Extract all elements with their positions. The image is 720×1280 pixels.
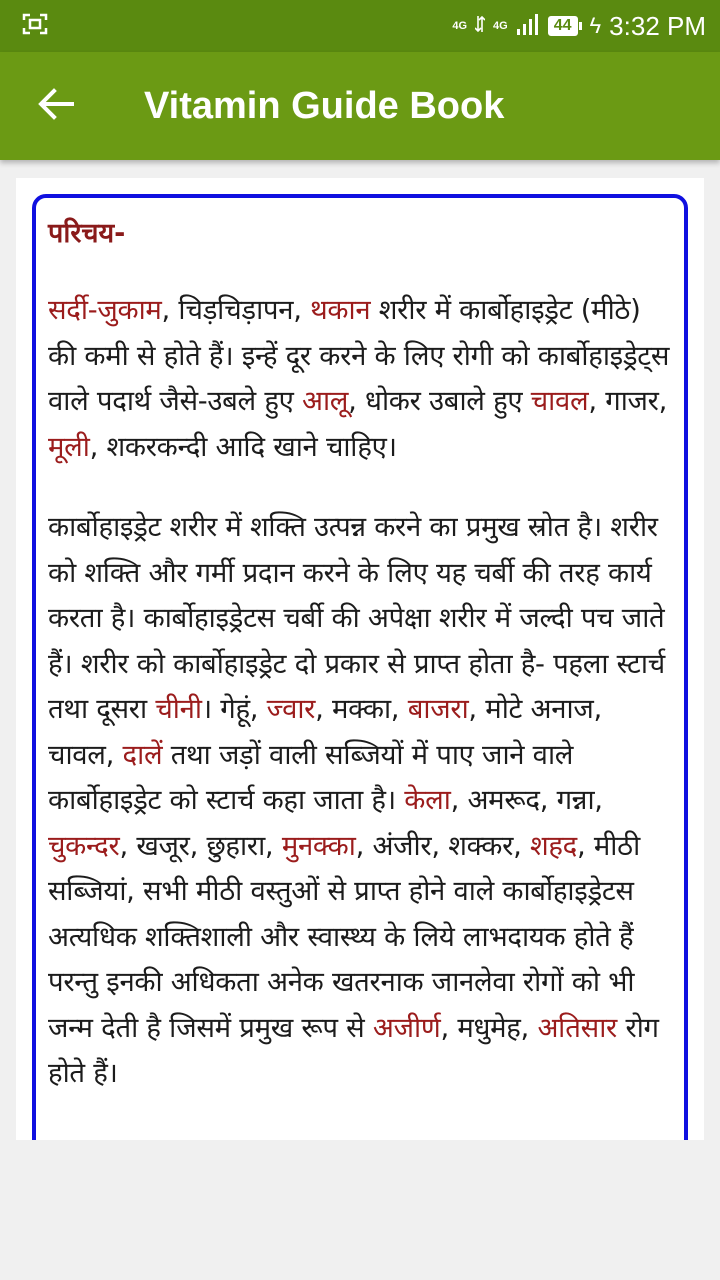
paragraph-text: , अमरूद, गन्ना, xyxy=(450,784,603,816)
back-button[interactable] xyxy=(0,52,112,160)
status-left xyxy=(22,13,48,39)
highlighted-term: ज्वार xyxy=(266,693,316,725)
highlighted-term: मुनक्का xyxy=(281,829,356,862)
paragraph-text: तथा जड़ों वाली सब्जियों में पाए जाने वाले कार्बोहाइड्रेट को स्टार्च कहा जाता है। xyxy=(48,738,574,816)
article-frame xyxy=(32,194,688,1140)
article-heading: परिचय- xyxy=(48,218,126,249)
battery-indicator: 44 xyxy=(548,16,578,36)
paragraph-text: , मक्का, xyxy=(315,693,408,725)
highlighted-term: सर्दी-जुकाम xyxy=(48,294,162,326)
highlighted-term: चुकन्दर xyxy=(48,829,120,862)
paragraph-text: , चिड़चिड़ापन, xyxy=(161,294,311,326)
paragraph-text: , शकरकन्दी आदि खाने चाहिए। xyxy=(89,430,397,463)
paragraph-text: शरीर में कार्बोहाइड्रेट (मीठे) की कमी से होते हैं। इन्हें दूर करने के लिए रोगी को कार्बोहाइड्रेट्स वाले पदार्थ जैसे-उबले हुए xyxy=(48,294,670,417)
arrow-left-icon xyxy=(38,88,74,124)
highlighted-term: आलू xyxy=(302,385,349,417)
status-right xyxy=(452,11,706,42)
paragraph-text: , खजूर, छुहारा, xyxy=(119,829,282,862)
status-bar xyxy=(0,0,720,52)
paragraph-text: , मीठी सब्जियां, सभी मीठी वस्तुओं से प्राप्त होने वाले कार्बोहाइड्रेटस अत्यधिक शक्तिशाली और स्वास्थ्य के लिये लाभदायक होते हैं परन्तु इनकी अधिकता अनेक खतरनाक जानलेवा रोगों को भी जन्म देती है जिसमें प्रमुख रूप से xyxy=(48,829,640,1044)
paragraph-text: , गाजर, xyxy=(588,385,668,417)
network-label-1: 4G xyxy=(452,19,468,32)
highlighted-term: अतिसार xyxy=(537,1011,618,1044)
battery-tip xyxy=(579,22,582,30)
content-card xyxy=(16,178,704,1140)
paragraph-text: , मधुमेह, xyxy=(440,1011,538,1044)
highlighted-term: शहद xyxy=(529,829,577,862)
highlighted-term: चावल xyxy=(530,385,589,417)
paragraph-text: । गेहूं, xyxy=(201,693,267,725)
highlighted-term: बाजरा xyxy=(407,693,469,725)
paragraph-text: , मोटे अनाज, चावल, xyxy=(48,693,602,771)
signal-icon xyxy=(516,13,540,40)
paragraph-text: , धोकर उबाले हुए xyxy=(348,385,531,417)
screenshot-icon xyxy=(22,13,48,39)
app-title: Vitamin Guide Book xyxy=(144,84,505,127)
paragraph-text: कार्बोहाइड्रेट शरीर में शक्ति उत्पन्न करने का प्रमुख स्रोत है। शरीर को शक्ति और गर्मी प्रदान करने के लिए यह चर्बी की तरह कार्य करता है। कार्बोहाइड्रेटस चर्बी की अपेक्षा शरीर में जल्दी पच जाते हैं। शरीर को कार्बोहाइड्रेट दो प्रकार से प्राप्त होता है- पहला स्टार्च तथा दूसरा xyxy=(48,511,665,725)
highlighted-term: अजीर्ण xyxy=(372,1011,441,1044)
highlighted-term: थकान xyxy=(310,294,371,326)
status-time: 3:32 PM xyxy=(609,10,706,41)
paragraph-text: रोग होते हैं। xyxy=(48,1011,659,1089)
paragraph-text: , अंजीर, शक्कर, xyxy=(355,829,530,862)
app-bar xyxy=(0,52,720,160)
highlighted-term: केला xyxy=(404,784,451,816)
data-arrows-icon xyxy=(475,15,485,38)
charging-icon: ϟ xyxy=(589,13,602,38)
article-paragraph-2 xyxy=(48,505,676,1097)
highlighted-term: चीनी xyxy=(155,693,202,725)
highlighted-term: मूली xyxy=(48,430,90,463)
network-label-2: 4G xyxy=(493,19,508,32)
highlighted-term: दालें xyxy=(122,738,163,771)
article-paragraph-1 xyxy=(48,288,676,470)
